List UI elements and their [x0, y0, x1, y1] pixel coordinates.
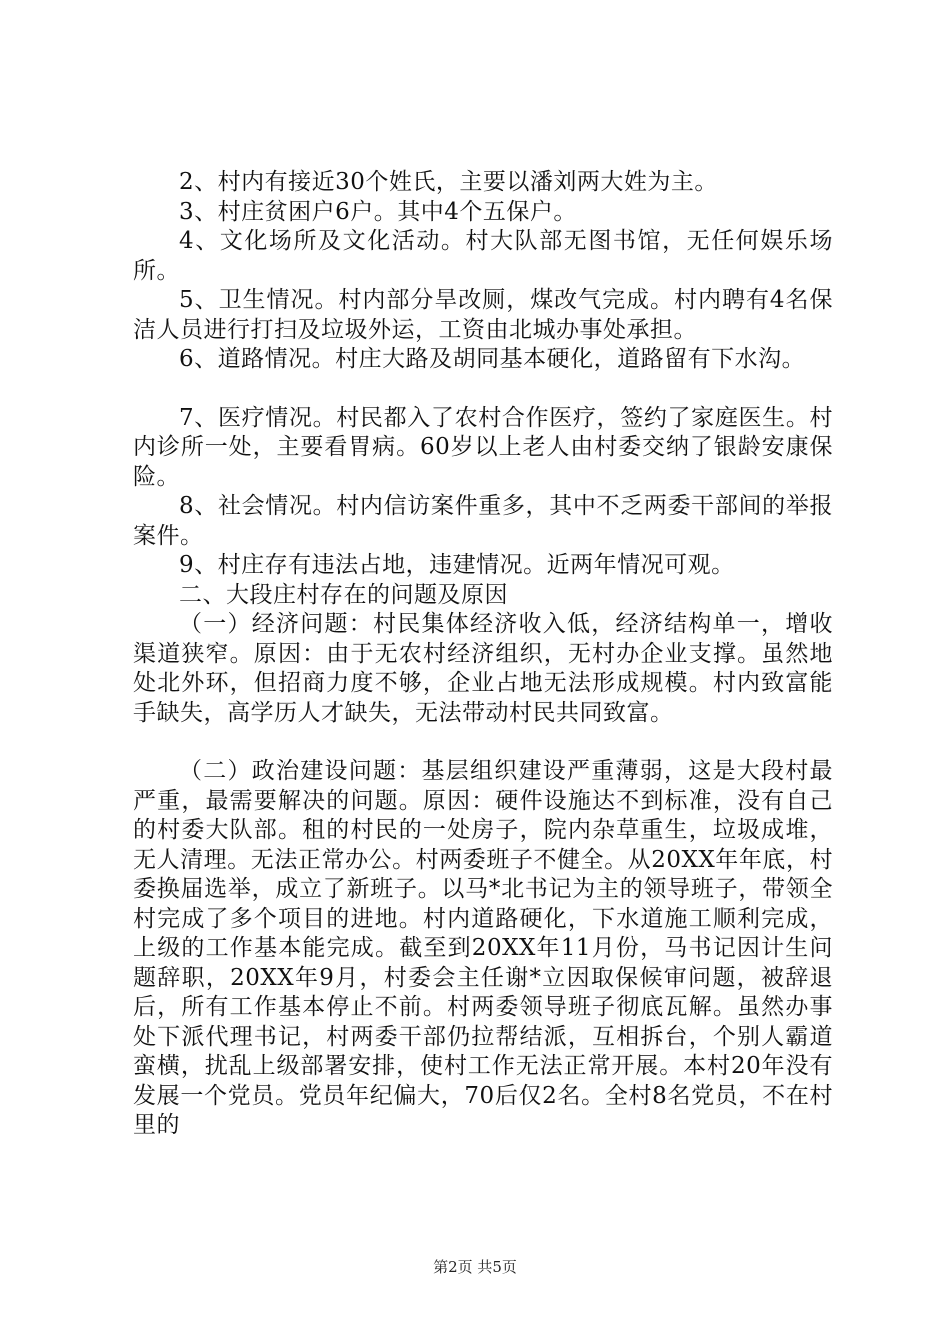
paragraph-item-7: 7、医疗情况。村民都入了农村合作医疗，签约了家庭医生。村内诊所一处，主要看胃病。60岁以上老人由村委交纳了银龄安康保险。: [133, 404, 833, 490]
paragraph-item-4: 4、文化场所及文化活动。村大队部无图书馆，无任何娱乐场所。: [133, 228, 833, 284]
paragraph-economic-issue: （一）经济问题：村民集体经济收入低，经济结构单一，增收渠道狭窄。原因：由于无农村经济组织，无村办企业支撑。虽然地处北外环，但招商力度不够，企业占地无法形成规模。村内致富能手缺失，高学历人才缺失，无法带动村民共同致富。: [133, 611, 833, 726]
document-body: [133, 168, 833, 1141]
paragraph-spacer: [133, 728, 833, 757]
paragraph-item-9: 9、村庄存有违法占地，违建情况。近两年情况可观。: [179, 552, 735, 578]
paragraph-political-issue: （二）政治建设问题：基层组织建设严重薄弱，这是大段村最严重，最需要解决的问题。原因：硬件设施达不到标准，没有自己的村委大队部。租的村民的一处房子，院内杂草重生，垃圾成堆，无人清理。无法正常办公。村两委班子不健全。从20XX年年底，村委换届选举，成立了新班子。以马*北书记为主的领导班子，带领全村完成了多个项目的进地。村内道路硬化，下水道施工顺利完成，上级的工作基本能完成。截至到20XX年11月份，马书记因计生问题辞职，20XX年9月，村委会主任谢*立因取保候审问题，被辞退后，所有工作基本停止不前。村两委领导班子彻底瓦解。虽然办事处下派代理书记，村两委干部仍拉帮结派，互相拆台，个别人霸道蛮横，扰乱上级部署安排，使村工作无法正常开展。本村20年没有发展一个党员。党员年纪偏大，70后仅2名。全村8名党员，不在村里的: [133, 758, 833, 1138]
paragraph-spacer: [133, 375, 833, 404]
paragraph-item-3: 3、村庄贫困户6户。其中4个五保户。: [179, 198, 577, 225]
page-number: 第2页 共5页: [433, 1258, 517, 1276]
section-heading-2: 二、大段庄村存在的问题及原因: [179, 581, 508, 608]
paragraph-item-8: 8、社会情况。村内信访案件重多，其中不乏两委干部间的举报案件。: [133, 493, 833, 549]
paragraph-item-6: 6、道路情况。村庄大路及胡同基本硬化，道路留有下水沟。: [179, 346, 806, 372]
paragraph-item-5: 5、卫生情况。村内部分旱改厕，煤改气完成。村内聘有4名保洁人员进行打扫及垃圾外运，工资由北城办事处承担。: [133, 287, 833, 343]
paragraph-item-2: 2、村内有接近30个姓氏，主要以潘刘两大姓为主。: [179, 169, 718, 195]
